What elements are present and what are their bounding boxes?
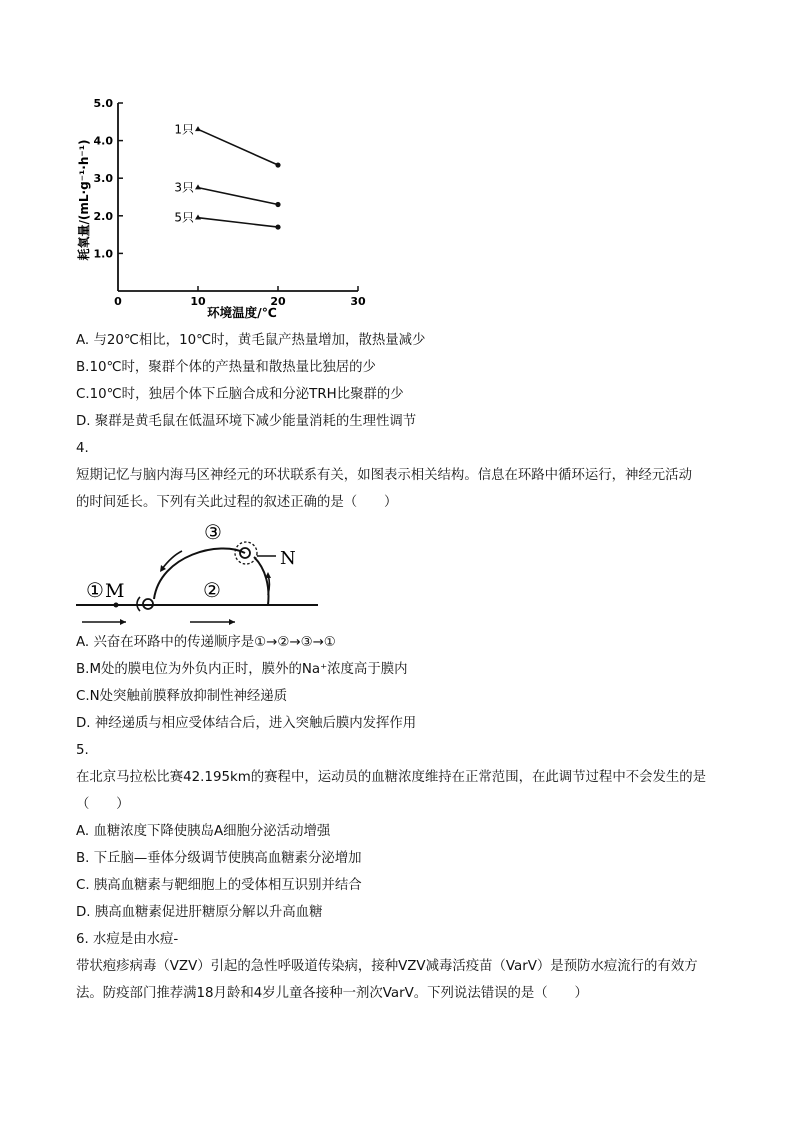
x-tick-label: 10 (190, 295, 206, 308)
q5-option-a: A. 血糖浓度下降使胰岛A细胞分泌活动增强 (76, 824, 331, 839)
q3-option-c: C.10℃时，独居个体下丘脑合成和分泌TRH比聚群的少 (76, 387, 404, 402)
q6-stem-line1: 带状疱疹病毒（VZV）引起的急性呼吸道传染病，接种VZV减毒活疫苗（VarV）是预防水痘流行的有效方 (76, 959, 698, 974)
q5-option-c: C. 胰高血糖素与靶细胞上的受体相互识别并结合 (76, 878, 362, 893)
data-point (275, 162, 280, 167)
loop-neuron (154, 548, 245, 599)
data-point (275, 202, 280, 207)
q4-option-b: B.M处的膜电位为外负内正时，膜外的Na⁺浓度高于膜内 (76, 662, 408, 677)
series-label-2: 3只 (174, 180, 194, 195)
q4-stem-line1: 短期记忆与脑内海马区神经元的环状联系有关，如图表示相关结构。信息在环路中循环运行，神经元活动 (76, 468, 692, 483)
q3-option-d: D. 聚群是黄毛鼠在低温环境下减少能量消耗的生理性调节 (76, 414, 417, 429)
arrow-bottom-middle (190, 619, 235, 625)
q4-option-a: A. 兴奋在环路中的传递顺序是①→②→③→① (76, 635, 336, 650)
data-point (195, 214, 201, 219)
oxygen-consumption-chart (70, 92, 380, 322)
y-axis-label: 耗氧量/(mL·g⁻¹·h⁻¹) (77, 139, 91, 261)
q4-option-c: C.N处突触前膜释放抑制性神经递质 (76, 689, 288, 704)
chart-axes (94, 97, 366, 308)
y-tick-label: 4.0 (93, 134, 113, 148)
q6-number-line: 6. 水痘是由水痘- (76, 932, 179, 947)
x-tick-label: 20 (270, 295, 286, 308)
q3-option-a: A. 与20℃相比，10℃时，黄毛鼠产热量增加，散热量减少 (76, 333, 426, 348)
q5-stem-line2: （ ） (76, 797, 130, 812)
q4-option-d: D. 神经递质与相应受体结合后，进入突触后膜内发挥作用 (76, 716, 417, 731)
label-3: ③ (204, 520, 222, 544)
q5-option-b: B. 下丘脑—垂体分级调节使胰高血糖素分泌增加 (76, 851, 362, 866)
series-line-2 (198, 188, 278, 205)
q3-option-b: B.10℃时，聚群个体的产热量和散热量比独居的少 (76, 360, 376, 375)
series-line-1 (198, 129, 278, 165)
q5-stem-line1: 在北京马拉松比赛42.195km的赛程中，运动员的血糖浓度维持在正常范围，在此调节过程中不会发生的是 (76, 770, 707, 785)
x-tick-label: 0 (114, 295, 122, 308)
x-axis-label: 环境温度/℃ (207, 305, 277, 320)
label-2: ② (203, 578, 221, 602)
arrow-bottom-left (82, 619, 126, 625)
synapse-n-highlight (235, 542, 257, 564)
q5-option-d: D. 胰高血糖素促进肝糖原分解以升高血糖 (76, 905, 323, 920)
q4-stem-line2: 的时间延长。下列有关此过程的叙述正确的是（ ） (76, 495, 398, 510)
neuron-loop-diagram (70, 515, 330, 630)
series-label-3: 5只 (174, 210, 194, 225)
y-tick-label: 5.0 (93, 97, 113, 110)
y-tick-label: 3.0 (93, 172, 113, 186)
chart-series (174, 122, 280, 229)
x-tick-label: 30 (350, 295, 366, 308)
label-1: ① (86, 578, 104, 602)
data-point (275, 224, 280, 229)
data-point (195, 126, 201, 131)
y-tick-label: 1.0 (93, 247, 113, 261)
q5-number: 5. (76, 743, 89, 758)
loop-neuron-descend (254, 557, 268, 605)
label-m: M (105, 580, 125, 602)
y-tick-label: 2.0 (93, 209, 113, 223)
q4-number: 4. (76, 441, 89, 456)
data-point (195, 184, 201, 189)
series-label-1: 1只 (174, 122, 194, 137)
series-line-3 (198, 218, 278, 227)
point-m (114, 603, 119, 608)
q6-stem-line2: 法。防疫部门推荐满18月龄和4岁儿童各接种一剂次VarV。下列说法错误的是（ ） (76, 986, 588, 1001)
label-n: N (280, 548, 296, 569)
